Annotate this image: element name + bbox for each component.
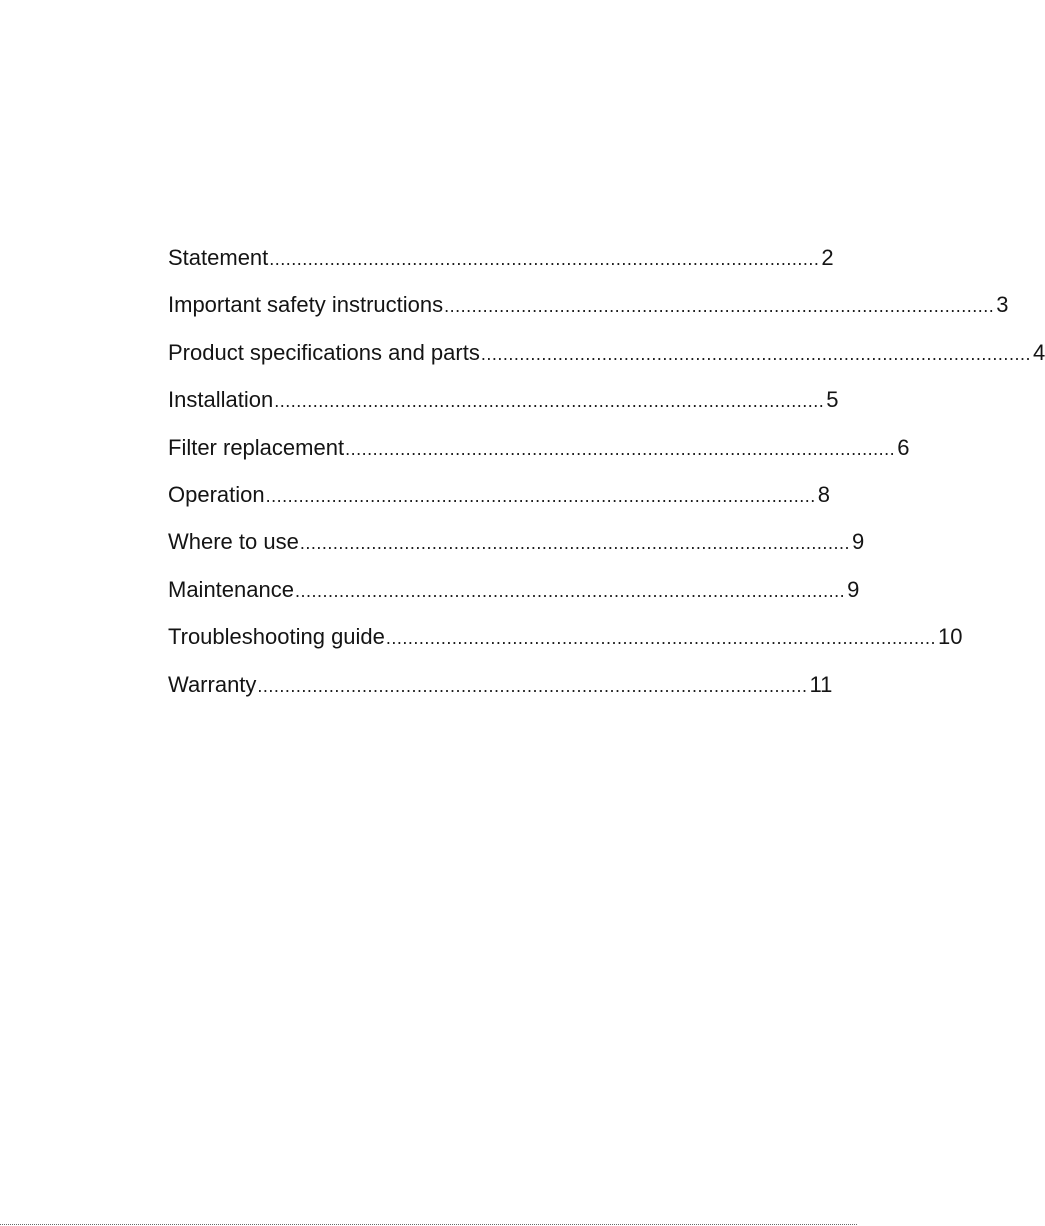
toc-dot-leader: .................................................................................................... xyxy=(257,675,808,696)
toc-entry-title: Installation xyxy=(168,387,274,413)
toc-entry-title: Important safety instructions xyxy=(168,292,444,318)
toc-entry-title: Operation xyxy=(168,481,265,507)
toc-entry-warranty[interactable] xyxy=(168,665,833,712)
toc-dot-leader: .................................................................................................... xyxy=(444,296,995,317)
toc-entry-operation[interactable] xyxy=(168,475,830,522)
toc-entry-page: 4 xyxy=(1032,339,1045,365)
toc-entry-page: 11 xyxy=(809,671,833,697)
toc-dot-leader: .................................................................................................... xyxy=(299,533,850,554)
toc-entry-page: 5 xyxy=(826,387,839,413)
footer-dotted-rule xyxy=(0,1224,857,1225)
toc-entry-page: 3 xyxy=(996,292,1009,318)
toc-dot-leader: .................................................................................................... xyxy=(345,438,896,459)
toc-entry-page: 9 xyxy=(851,529,865,555)
toc-entry-page: 9 xyxy=(847,576,860,602)
toc-dot-leader: .................................................................................................... xyxy=(294,580,846,601)
toc-entry-installation[interactable] xyxy=(168,380,839,427)
toc-entry-title: Filter replacement xyxy=(168,434,345,460)
toc-dot-leader: .................................................................................................... xyxy=(269,249,820,269)
toc-entry-title: Maintenance xyxy=(168,576,294,602)
toc-entry-troubleshooting-guide[interactable] xyxy=(168,617,963,664)
toc-entry-page: 10 xyxy=(938,624,963,650)
toc-entry-maintenance[interactable] xyxy=(168,570,860,617)
toc-entry-title: Where to use xyxy=(168,529,299,555)
toc-entry-statement[interactable] xyxy=(168,238,834,285)
toc-entry-page: 6 xyxy=(897,434,910,460)
toc-dot-leader: .................................................................................................... xyxy=(274,391,825,412)
toc-entry-title: Statement xyxy=(168,245,269,270)
toc-entry-filter-replacement[interactable] xyxy=(168,428,910,475)
toc-entry-where-to-use[interactable] xyxy=(168,522,865,569)
toc-dot-leader: .................................................................................................... xyxy=(385,628,937,649)
toc-entry-page: 8 xyxy=(817,481,830,507)
toc-entry-title: Product specifications and parts xyxy=(168,339,480,365)
toc-entry-title: Troubleshooting guide xyxy=(168,624,385,650)
toc-entry-page: 2 xyxy=(821,245,834,270)
toc-entry-title: Warranty xyxy=(168,671,257,697)
toc-entry-product-specifications[interactable] xyxy=(168,333,1045,380)
table-of-contents xyxy=(168,238,1045,712)
toc-dot-leader: .................................................................................................... xyxy=(480,343,1031,364)
toc-entry-important-safety-instructions[interactable] xyxy=(168,285,1009,332)
toc-dot-leader: .................................................................................................... xyxy=(265,485,816,506)
